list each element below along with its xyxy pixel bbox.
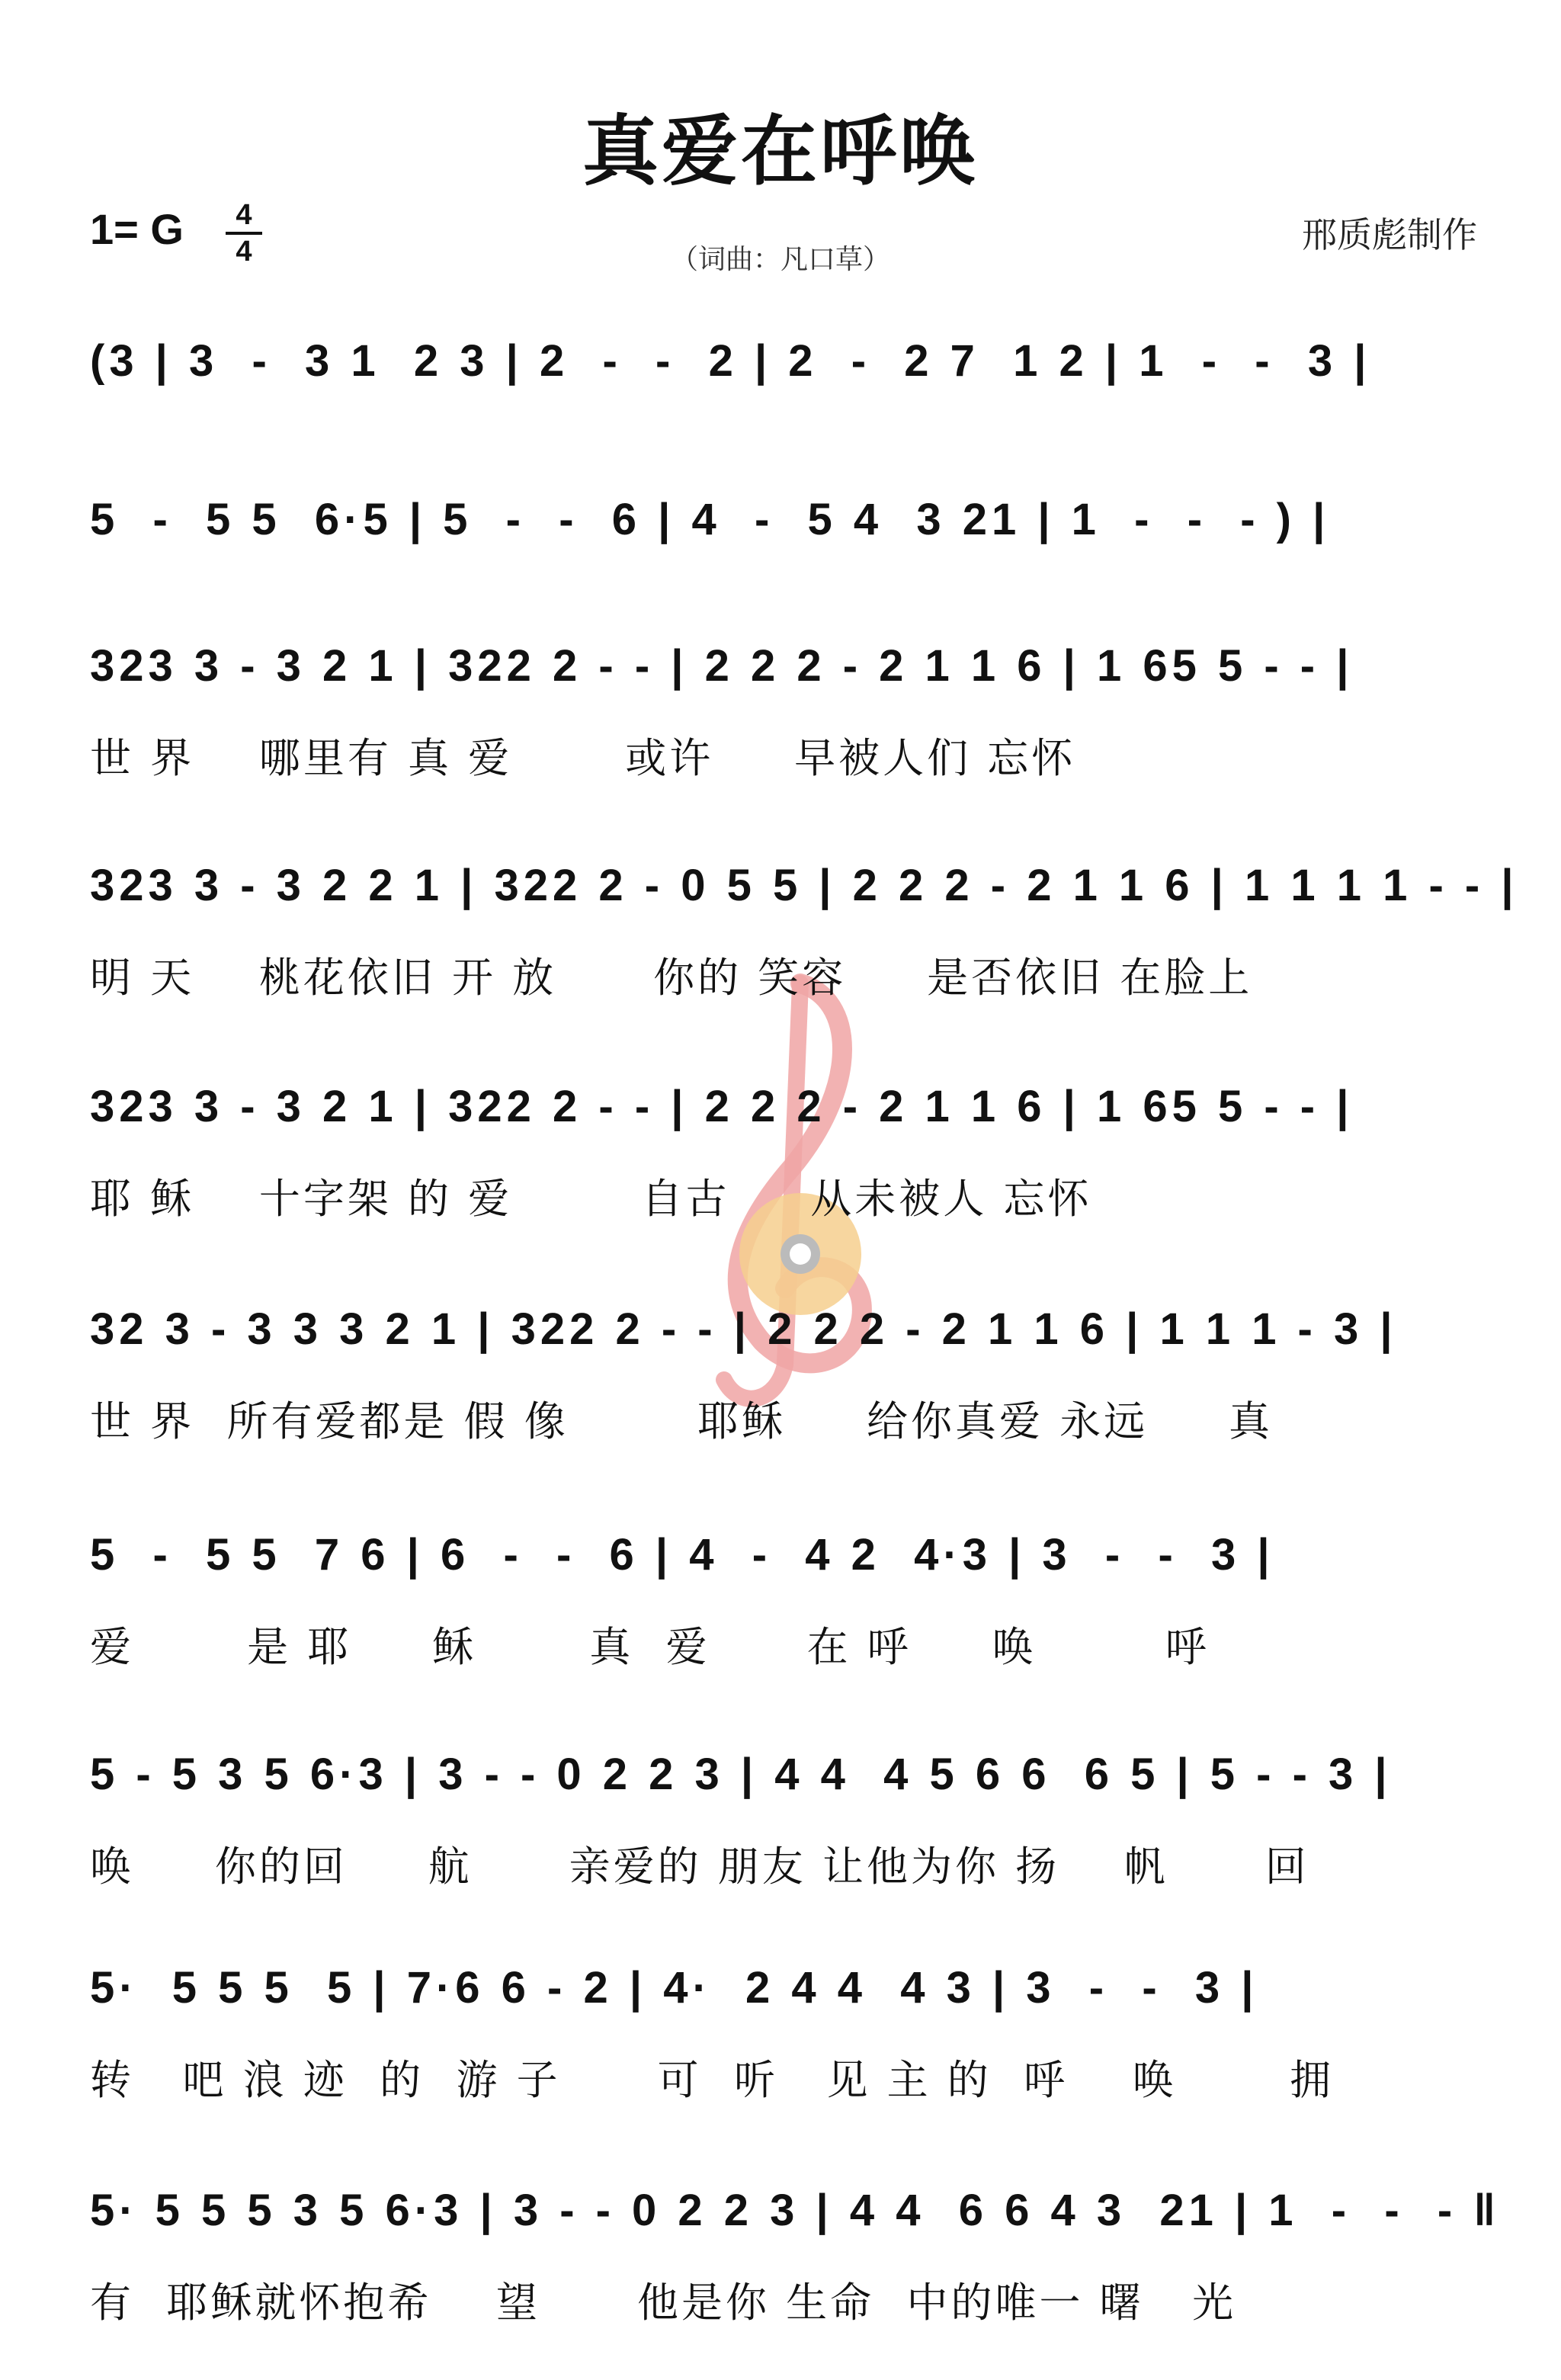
- lyric-line: 世 界 所有爱都是 假 像 耶稣 给你真爱 永远 真: [90, 1397, 1273, 1445]
- notation-line: (3 | 3 - 3 1 2 3 | 2 - - 2 | 2 - 2 7 1 2 | 1 - - 3 |: [90, 336, 1371, 386]
- lyric-line: 爱 是 耶 稣 真 爱 在 呼 唤 呼: [90, 1623, 1210, 1671]
- notation-line: 323 3 - 3 2 1 | 322 2 - - | 2 2 2 - 2 1 1 6 | 1 65 5 - - |: [90, 1082, 1354, 1131]
- notation-line: 5· 5 5 5 5 | 7·6 6 - 2 | 4· 2 4 4 4 3 | 3 - - 3 |: [90, 1963, 1258, 2013]
- key-signature: 1= G: [90, 205, 184, 253]
- song-title: 真爱在呼唤: [582, 106, 979, 196]
- notation-line: 5 - 5 5 7 6 | 6 - - 6 | 4 - 4 2 4·3 | 3 - - 3 |: [90, 1530, 1274, 1580]
- meter-divider: [226, 232, 262, 235]
- lyric-line: 耶 稣 十字架 的 爱 自古 从未被人 忘怀: [90, 1175, 1092, 1223]
- lyric-line: 转 吧 浪 迹 的 游 子 可 听 见 主 的 呼 唤 拥: [90, 2056, 1334, 2104]
- meter-top: 4: [236, 199, 252, 231]
- author-credit: 邢质彪制作: [1302, 214, 1477, 255]
- notation-line: 5· 5 5 5 3 5 6·3 | 3 - - 0 2 2 3 | 4 4 6 6 4 3 21 | 1 - - - ‖: [90, 2186, 1501, 2235]
- lyric-line: 明 天 桃花依旧 开 放 你的 笑容 是否依旧 在脸上: [90, 954, 1253, 1002]
- lyric-line: 唤 你的回 航 亲爱的 朋友 让他为你 扬 帆 回: [90, 1843, 1309, 1891]
- credit-line: （词曲：凡口草）: [670, 244, 890, 275]
- lyric-line: 有 耶稣就怀抱希 望 他是你 生命 中的唯一 曙 光: [90, 2279, 1237, 2327]
- lyric-line: 世 界 哪里有 真 爱 或许 早被人们 忘怀: [90, 734, 1076, 782]
- notation-line: 32 3 - 3 3 3 2 1 | 322 2 - - | 2 2 2 - 2 1 1 6 | 1 1 1 - 3 |: [90, 1304, 1397, 1354]
- notation-line: 5 - 5 3 5 6·3 | 3 - - 0 2 2 3 | 4 4 4 5 6 6 6 5 | 5 - - 3 |: [90, 1750, 1392, 1799]
- notation-line: 5 - 5 5 6·5 | 5 - - 6 | 4 - 5 4 3 21 | 1 - - - ) |: [90, 495, 1330, 544]
- notation-line: 323 3 - 3 2 1 | 322 2 - - | 2 2 2 - 2 1 1 6 | 1 65 5 - - |: [90, 641, 1354, 691]
- meter-bottom: 4: [236, 236, 252, 268]
- notation-line: 323 3 - 3 2 2 1 | 322 2 - 0 5 5 | 2 2 2 - 2 1 1 6 | 1 1 1 1 - - |: [90, 861, 1518, 910]
